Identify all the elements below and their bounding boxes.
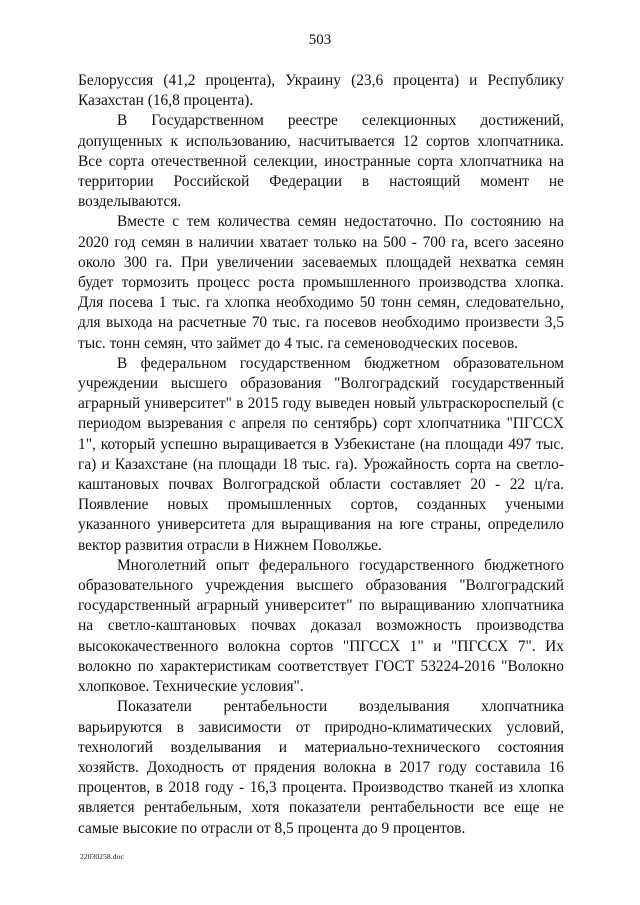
paragraph-5: Многолетний опыт федерального государственного бюджетного образовательного учреждения высшего образования "Волгоградский государственный аграрный университет" по выращиванию хлопчатника на светло-каштановых почвах доказал возможность производства высококачественного волокна сортов "ПГССХ 1" и "ПГССХ 7". Их волокно по характеристикам соответствует ГОСТ 53224-2016 "Волокно хлопковое. Технические условия". bbox=[78, 556, 564, 696]
paragraph-4: В федеральном государственном бюджетном образовательном учреждении высшего образования "Волгоградский государственный аграрный университет" в 2015 году выведен новый ультраскороспелый (с периодом вызревания с апреля по сентябрь) сорт хлопчатника "ПГССХ 1", который успешно выращивается в Узбекистане (на площади 497 тыс. га) и Казахстане (на площади 18 тыс. га). Урожайность сорта на светло-каштановых почвах Волгоградской области составляет 20 - 22 ц/га. Появление новых промышленных сортов, созданных учеными указанного университета для выращивания на юге страны, определило вектор развития отрасли в Нижнем Поволжье. bbox=[78, 354, 564, 554]
document-body bbox=[78, 71, 564, 839]
page-number: 503 bbox=[308, 32, 332, 48]
paragraph-1: Белоруссия (41,2 процента), Украину (23,6 процента) и Республику Казахстан (16,8 процента). bbox=[78, 72, 564, 110]
paragraph-2: В Государственном реестре селекционных достижений, допущенных к использованию, насчитывается 12 сортов хлопчатника. Все сорта отечественной селекции, иностранные сорта хлопчатника на территории Российской Федерации в настоящий момент не возделываются. bbox=[78, 112, 564, 211]
footer-document-code: 22030258.doc bbox=[80, 852, 124, 861]
paragraph-3: Вместе с тем количества семян недостаточно. По состоянию на 2020 год семян в наличии хватает только на 500 - 700 га, всего засеяно около 300 га. При увеличении засеваемых площадей нехватка семян будет тормозить процесс роста промышленного производства хлопка. Для посева 1 тыс. га хлопка необходимо 50 тонн семян, следовательно, для выхода на расчетные 70 тыс. га посевов необходимо произвести 3,5 тыс. тонн семян, что займет до 4 тыс. га семеноводческих посевов. bbox=[78, 213, 564, 352]
paragraph-6: Показатели рентабельности возделывания хлопчатника варьируются в зависимости от природно-климатических условий, технологий возделывания и материально-технического состояния хозяйств. Доходность от прядения волокна в 2017 году составила 16 процентов, в 2018 году - 16,3 процента. Производство тканей из хлопка является рентабельным, хотя показатели рентабельности все еще не самые высокие по отрасли от 8,5 процента до 9 процентов. bbox=[78, 698, 564, 837]
